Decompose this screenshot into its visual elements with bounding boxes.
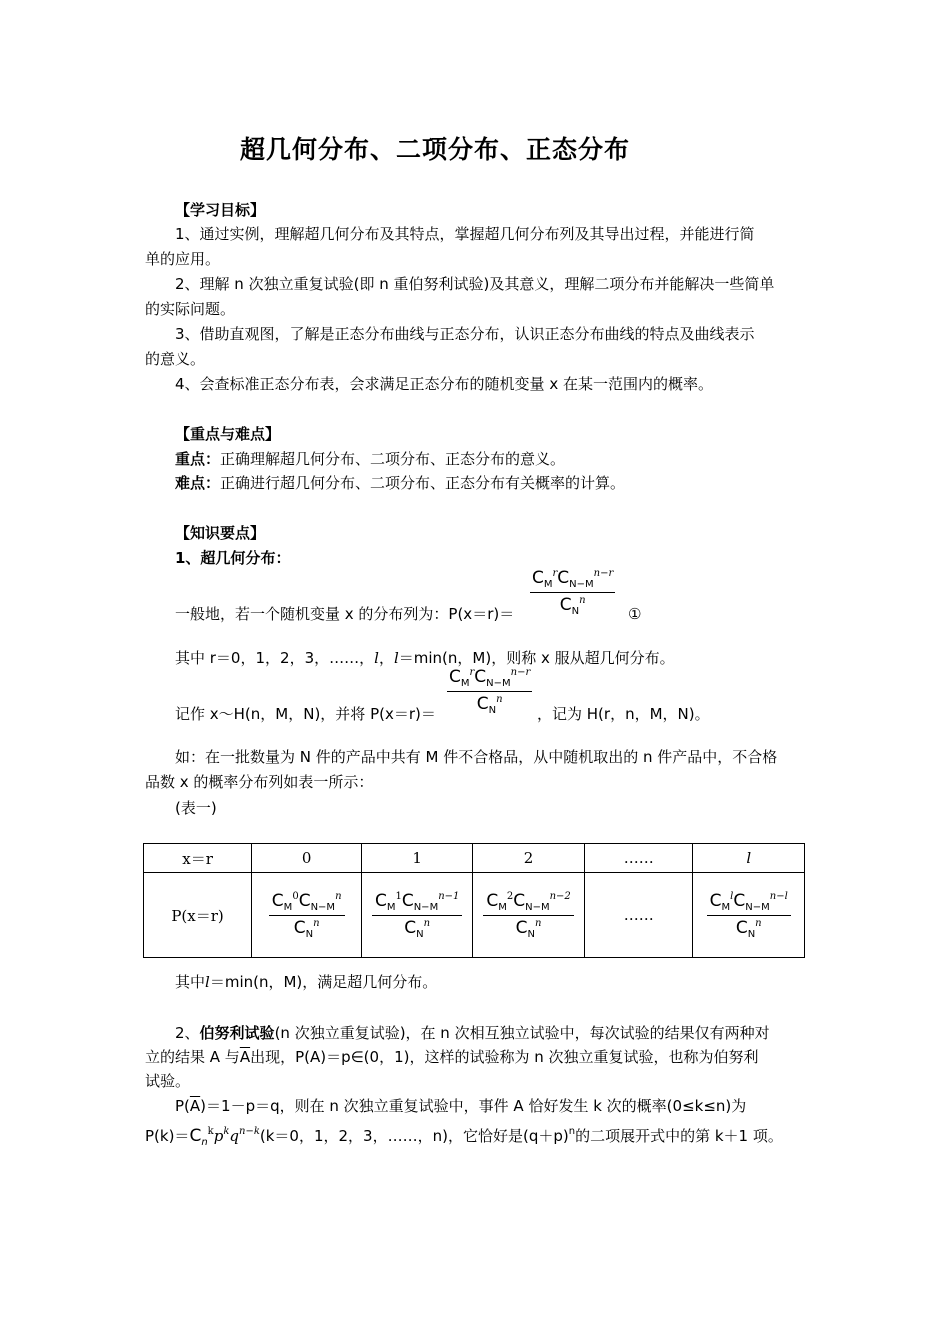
key-heading: 【重点与难点】 xyxy=(175,425,281,443)
binomial-formula: $C_n^kp^kq^{n-k}$ xyxy=(189,1126,260,1148)
section-2-title: 伯努利试验 xyxy=(199,1024,275,1042)
goal-4-line-1: 4、会查标准正态分布表，会求满足正态分布的随机变量 x 在某一范围内的概率。 xyxy=(175,375,713,393)
section-2-line-4 xyxy=(175,1094,847,1118)
after-table-l: l xyxy=(205,973,210,991)
after-table-rest: ＝min(n，M)，满足超几何分布。 xyxy=(209,973,438,991)
knowledge-heading: 【知识要点】 xyxy=(175,524,266,542)
section-2-sup-n: n xyxy=(568,1126,576,1137)
header-value-ellipsis: …… xyxy=(585,844,693,873)
section-2-text-4a: P( xyxy=(175,1097,190,1115)
a-bar-symbol: $\overline{A}$ xyxy=(239,1048,251,1066)
goal-2-line-2: 的实际问题。 xyxy=(145,300,236,318)
header-value-0: 0 xyxy=(252,844,362,873)
after-table-pre: 其中 xyxy=(175,973,206,991)
section-2-line-2 xyxy=(145,1045,817,1069)
header-value-2: 2 xyxy=(473,844,585,873)
section-2-text-4b: )＝1－p＝q，则在 n 次独立重复试验中，事件 A 恰好发生 k 次的概率(0≤k≤n)为 xyxy=(200,1097,747,1115)
prob-cell-ellipsis: …… xyxy=(585,873,693,958)
definition-line: 一般地，若一个随机变量 x 的分布列为：P(x＝r)＝ xyxy=(175,605,515,623)
section-2-line-3: 试验。 xyxy=(145,1072,191,1090)
goal-3-line-2: 的意义。 xyxy=(145,350,206,368)
section-2-num: 2、 xyxy=(175,1024,200,1042)
difficulty-label: 难点： xyxy=(175,474,221,492)
notation-formula: $C_M^rC_{N-M}^{n-r}$ $C_N^n$ xyxy=(449,667,531,716)
distribution-table xyxy=(143,843,805,958)
goal-1-line-2: 单的应用。 xyxy=(145,250,221,268)
section-2-text-2a: 立的结果 A 与 xyxy=(145,1048,240,1066)
section-2-text-5c: 的二项展开式中的第 k＋1 项。 xyxy=(575,1127,783,1145)
section-2-text-2b: 出现，P(A)＝p∈(0，1)，这样的试验称为 n 次独立重复试验，也称为伯努利 xyxy=(250,1048,759,1066)
section-2-line-5 xyxy=(145,1120,817,1155)
where-text: 其中 r＝0，1，2，3，……， xyxy=(175,649,375,667)
goal-2-line-1: 2、理解 n 次独立重复试验(即 n 重伯努利试验)及其意义，理解二项分布并能解决一些简单 xyxy=(175,275,775,293)
header-label: x＝r xyxy=(144,844,252,873)
section-2-line-1 xyxy=(175,1021,847,1045)
table-label: (表一) xyxy=(175,799,217,817)
section-1-title: 1、超几何分布： xyxy=(175,549,291,567)
page-title: 超几何分布、二项分布、正态分布 xyxy=(239,135,630,164)
header-value-l: l xyxy=(693,844,805,873)
difficulty-line xyxy=(175,471,847,495)
table-body-row xyxy=(144,873,805,958)
focus-label: 重点： xyxy=(175,450,221,468)
goal-3-line-1: 3、借助直观图，了解是正态分布曲线与正态分布，认识正态分布曲线的特点及曲线表示 xyxy=(175,325,755,343)
prob-cell-1: $\frac{C_M^1C_{N-M}^{n-1}}{C_N^n}$ xyxy=(362,873,473,958)
row-label: P(x＝r) xyxy=(144,873,252,958)
prob-cell-0: $\frac{C_M^0C_{N-M}^n}{C_N^n}$ xyxy=(252,873,362,958)
header-value-1: 1 xyxy=(362,844,473,873)
focus-text: 正确理解超几何分布、二项分布、正态分布的意义。 xyxy=(220,450,566,468)
table-header-row xyxy=(144,844,805,873)
circled-number: ① xyxy=(628,605,642,623)
focus-line xyxy=(175,447,847,471)
notation-rest: ，记为 H(r，n，M，N)。 xyxy=(537,705,710,723)
section-2-text-5b: (k＝0，1，2，3，……，n)，它恰好是(q＋p) xyxy=(259,1127,569,1145)
section-2-text-5a: P(k)＝ xyxy=(145,1127,190,1145)
hypergeometric-formula: $C_M^rC_{N-M}^{n-r}$ $C_N^n$ xyxy=(532,568,614,617)
example-line-1: 如：在一批数量为 N 件的产品中共有 M 件不合格品，从中随机取出的 n 件产品中，不合格 xyxy=(175,748,778,766)
where-sep: ， xyxy=(378,649,394,667)
a-bar-symbol-2: $\overline{A}$ xyxy=(189,1097,201,1115)
section-2-text-1: (n 次独立重复试验)，在 n 次相互独立试验中，每次试验的结果仅有两种对 xyxy=(274,1024,770,1042)
prob-cell-2: $\frac{C_M^2C_{N-M}^{n-2}}{C_N^n}$ xyxy=(473,873,585,958)
notation-line: 记作 x～H(n，M，N)，并将 P(x＝r)＝ xyxy=(175,705,436,723)
where-rest: ＝min(n，M)，则称 x 服从超几何分布。 xyxy=(398,649,675,667)
l-symbol: l xyxy=(374,649,379,667)
example-line-2: 品数 x 的概率分布列如表一所示： xyxy=(145,773,374,791)
goal-1-line-1: 1、通过实例，理解超几何分布及其特点，掌握超几何分布列及其导出过程，并能进行简 xyxy=(175,225,755,243)
prob-cell-l: $\frac{C_M^lC_{N-M}^{n-l}}{C_N^n}$ xyxy=(693,873,805,958)
goals-heading: 【学习目标】 xyxy=(175,201,266,219)
difficulty-text: 正确进行超几何分布、二项分布、正态分布有关概率的计算。 xyxy=(220,474,626,492)
l-symbol-2: l xyxy=(393,649,399,667)
after-table-line xyxy=(175,970,847,994)
